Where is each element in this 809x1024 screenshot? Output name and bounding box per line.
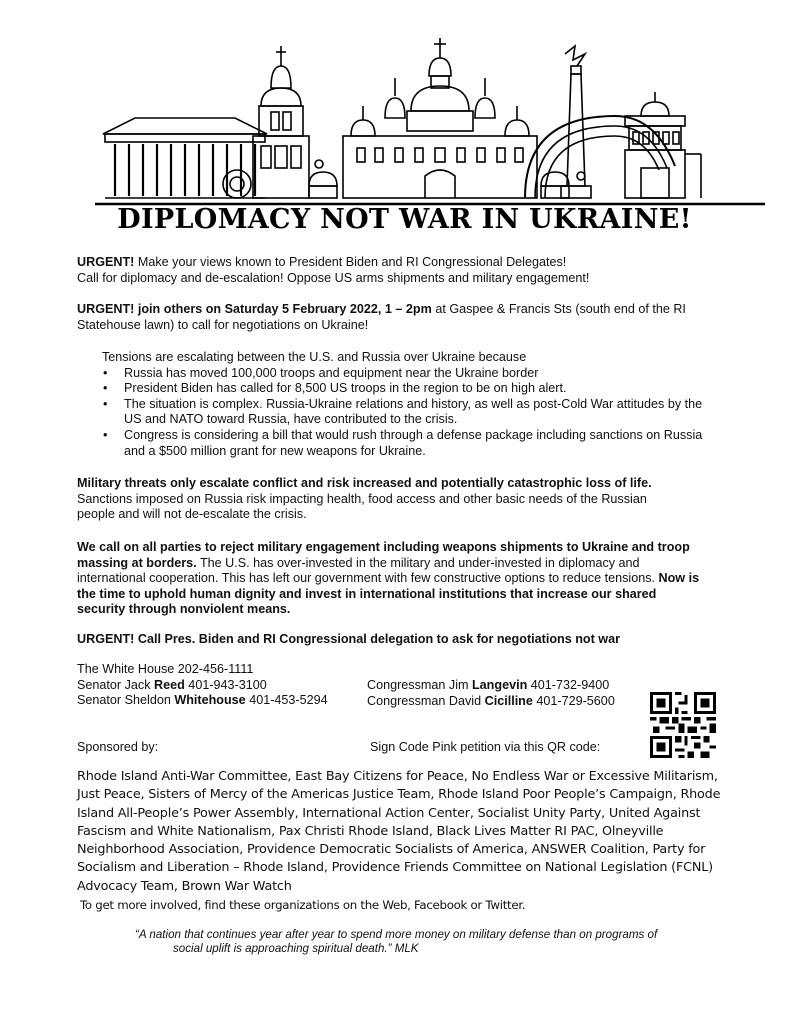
tensions-intro: Tensions are escalating between the U.S. and Russia over Ukraine because bbox=[102, 350, 527, 364]
kyiv-skyline-illustration bbox=[95, 36, 765, 208]
list-item-text: President Biden has called for 8,500 US troops in the region to be on high alert. bbox=[124, 381, 567, 396]
bullet-icon: • bbox=[103, 381, 108, 396]
bullet-icon: • bbox=[103, 427, 108, 442]
bullet-icon: • bbox=[103, 365, 108, 380]
qr-code-icon[interactable] bbox=[650, 692, 716, 758]
petition-label: Sign Code Pink petition via this QR code: bbox=[370, 740, 601, 754]
reject-engagement-bold: We call on all parties to reject military engagement including weapons shipments to Ukraine and troop massing at borders. bbox=[77, 540, 690, 570]
urgent-paragraph-2 bbox=[77, 302, 689, 333]
mlk-quote bbox=[135, 928, 715, 956]
urgent-label: URGENT! bbox=[77, 255, 135, 269]
contact-prefix: Senator Jack bbox=[77, 677, 155, 692]
contact-prefix: Senator Sheldon bbox=[77, 693, 175, 708]
senator-reed-contact bbox=[77, 678, 328, 694]
contact-phone: 401-729-5600 bbox=[532, 693, 615, 708]
urgent-text: Make your views known to President Biden and RI Congressional Delegates! bbox=[134, 255, 567, 269]
contacts-left bbox=[77, 662, 328, 709]
white-house-contact: The White House 202-456-1111 bbox=[77, 662, 254, 676]
get-involved-text: To get more involved, find these organizations on the Web, Facebook or Twitter. bbox=[80, 898, 526, 912]
quote-line-2: social uplift is approaching spiritual death.” MLK bbox=[173, 942, 419, 955]
military-threats-paragraph bbox=[77, 476, 683, 523]
contact-name: Reed bbox=[154, 677, 185, 692]
tensions-list bbox=[77, 350, 717, 459]
list-item bbox=[77, 381, 717, 397]
sponsored-by-label: Sponsored by: bbox=[77, 740, 159, 754]
contact-phone: 401-732-9400 bbox=[527, 678, 610, 692]
urgent-paragraph-1 bbox=[77, 255, 737, 286]
sponsor-organizations: Rhode Island Anti-War Committee, East Bay Citizens for Peace, No Endless War or Excessive Militarism, Just Peace, Sisters of Mercy of the Americas Justice Team, Rhode Island Poor People’s Campaign, Rhode Island All-People’s Power Assembly, International Action Center, Socialist Unity Party, United Against Fascism and White Nationalism, Pax Christi Rhode Island, Black Lives Matter RI PAC, Olneyville Neighborhood Association, Providence Democratic Socialists of America, ANSWER Coalition, Party for Socialism and Liberation – Rhode Island, Providence Friends Committee on National Legislation (FCNL) Advocacy Team, Brown War Watch bbox=[77, 769, 721, 894]
call-on-parties-paragraph bbox=[77, 540, 702, 618]
quote-line-1: “A nation that continues year after year to spend more money on military defense than on programs of bbox=[135, 928, 658, 941]
senator-whitehouse-contact bbox=[77, 693, 328, 709]
list-item-text: Russia has moved 100,000 troops and equipment near the Ukraine border bbox=[124, 365, 539, 380]
event-date-label: URGENT! join others on Saturday 5 February 2022, 1 – 2pm bbox=[77, 302, 432, 316]
human-dignity-bold: Now is the time to uphold human dignity and invest in international institutions that increase our shared security through nonviolent means. bbox=[77, 571, 700, 617]
list-item-text: Congress is considering a bill that would rush through a defense package including sanctions on Russia and a $500 million grant for new weapons for Ukraine. bbox=[124, 427, 703, 458]
military-threats-bold: Military threats only escalate conflict and risk increased and potentially catastrophic loss of life. bbox=[77, 476, 652, 490]
bullet-icon: • bbox=[103, 396, 108, 411]
list-item-text: The situation is complex. Russia-Ukraine relations and history, as well as post-Cold War attitudes by the US and NATO toward Russia, have contributed to the crisis. bbox=[124, 396, 703, 427]
contact-name: Langevin bbox=[471, 678, 528, 692]
contact-phone: 401-453-5294 bbox=[245, 693, 328, 708]
call-to-action: URGENT! Call Pres. Biden and RI Congressional delegation to ask for negotiations not war bbox=[77, 632, 621, 646]
contact-name: Cicilline bbox=[484, 693, 533, 708]
call-diplomacy-text: Call for diplomacy and de-escalation! Oppose US arms shipments and military engagement! bbox=[77, 270, 590, 285]
congressman-langevin-contact bbox=[367, 678, 615, 694]
contact-name: Whitehouse bbox=[174, 693, 246, 708]
event-location-text: at Gaspee & Francis Sts (south end of the RI Statehouse lawn) to call for negotiations on Ukraine! bbox=[77, 302, 686, 332]
sanctions-text: Sanctions imposed on Russia risk impacting health, food access and other basic needs of the Russian people and will not de-escalate the crisis. bbox=[77, 491, 647, 522]
list-item bbox=[77, 397, 717, 428]
congressman-cicilline-contact bbox=[367, 694, 615, 710]
contact-phone: 401-943-3100 bbox=[184, 677, 267, 692]
contact-prefix: Congressman Jim bbox=[367, 678, 472, 692]
contact-prefix: Congressman David bbox=[367, 693, 485, 708]
list-item bbox=[77, 428, 717, 459]
overinvested-text: The U.S. has over-invested in the military and under-invested in diplomacy and international cooperation. This has left our government with few constructive options to reduce tensions. bbox=[77, 555, 659, 586]
list-item bbox=[77, 366, 717, 382]
contacts-right bbox=[367, 678, 615, 709]
headline: DIPLOMACY NOT WAR IN UKRAINE! bbox=[117, 204, 692, 235]
